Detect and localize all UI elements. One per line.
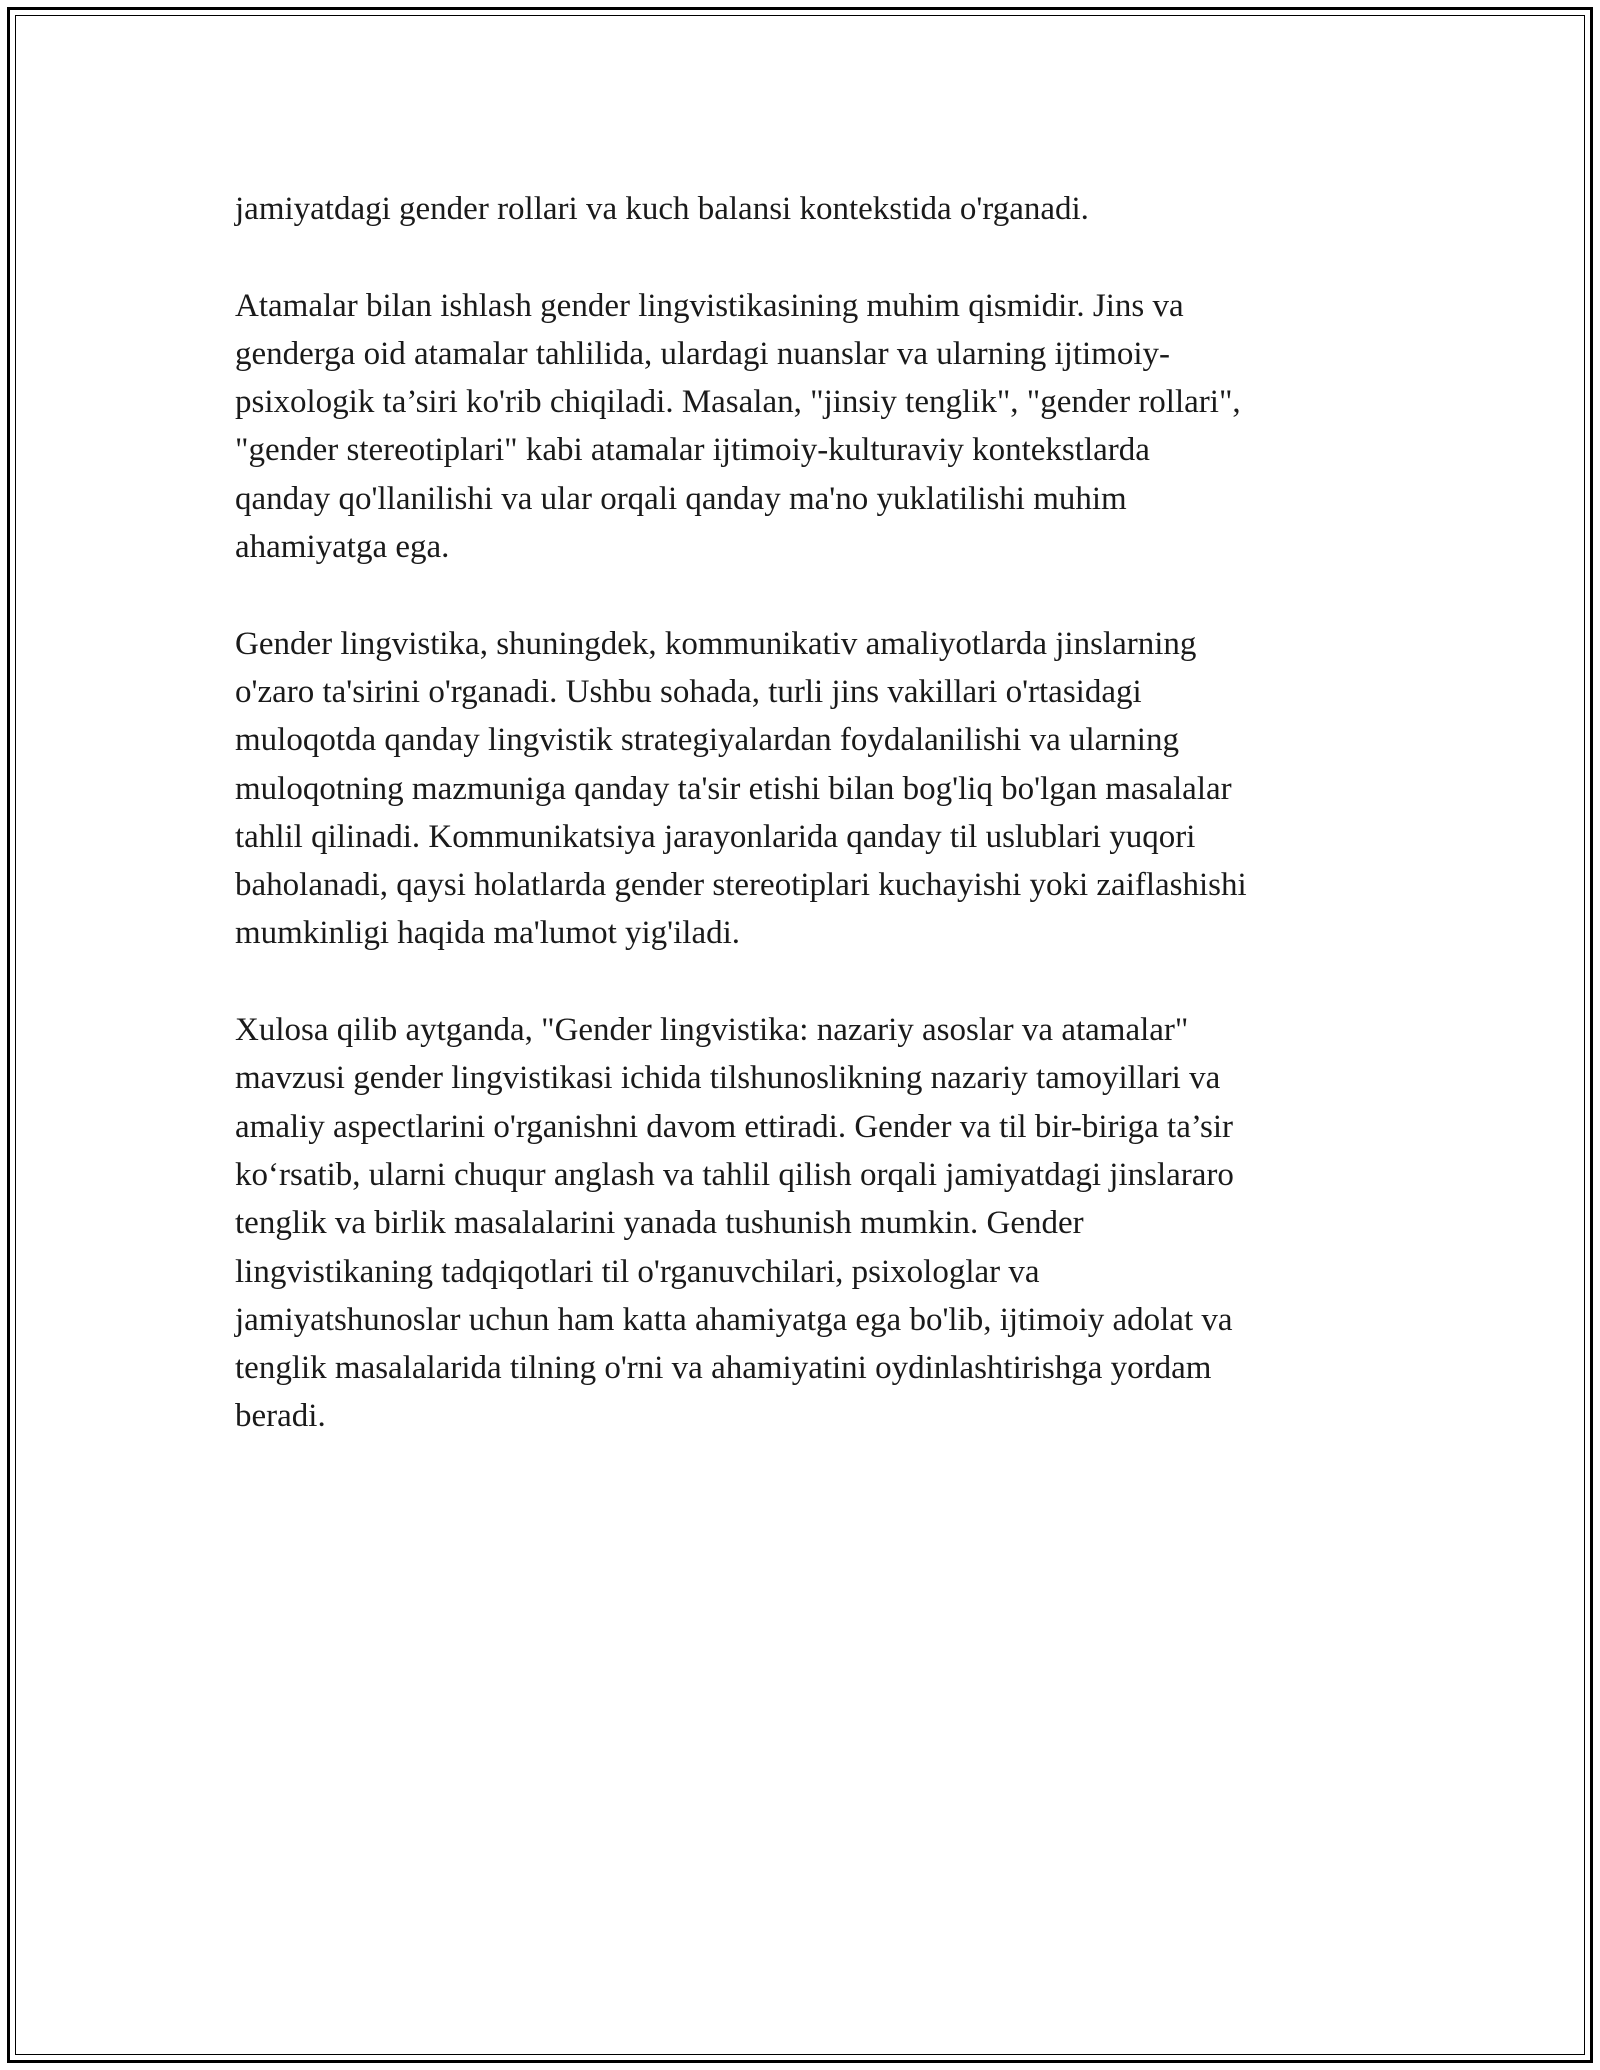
document-body [235,185,1375,1489]
paragraph-terminology: Atamalar bilan ishlash gender lingvistikasining muhim qismidir. Jins va genderga oid atamalar tahlilida, ulardagi nuanslar va ularning ijtimoiy- psixologik ta’siri ko'rib chiqiladi. Masalan, "jinsiy tenglik", "gender rollari", "gender stereotiplari" kabi atamalar ijtimoiy-kulturaviy kontekstlarda qanday qo'llanilishi va ular orqali qanday ma'no yuklatilishi muhim ahamiyatga ega. [235,287,1241,566]
paragraph-intro-continuation: jamiyatdagi gender rollari va kuch balansi kontekstida o'rganadi. [235,191,1089,227]
paragraph-conclusion: Xulosa qilib aytganda, "Gender lingvistika: nazariy asoslar va atamalar" mavzusi gender lingvistikasi ichida tilshunoslikning nazariy tamoyillari va amaliy aspectlarini o'rganishni davom ettiradi. Gender va til bir-biriga ta’sir ko‘rsatib, ularni chuqur anglash va tahlil qilish orqali jamiyatdagi jinslararo tenglik va birlik masalalarini yanada tushunish mumkin. Gender lingvistikaning tadqiqotlari til o'rganuvchilari, psixologlar va jamiyatshunoslar uchun ham katta ahamiyatga ega bo'lib, ijtimoiy adolat va tenglik masalalarida tilning o'rni va ahamiyatini oydinlashtirishga yordam beradi. [235,1012,1234,1435]
paragraph-communication: Gender lingvistika, shuningdek, kommunikativ amaliyotlarda jinslarning o'zaro ta'sirini o'rganadi. Ushbu sohada, turli jins vakillari o'rtasidagi muloqotda qanday lingvistik strategiyalardan foydalanilishi va ularning muloqotning mazmuniga qanday ta'sir etishi bilan bog'liq bo'lgan masalalar tahlil qilinadi. Kommunikatsiya jarayonlarida qanday til uslublari yuqori baholanadi, qaysi holatlarda gender stereotiplari kuchayishi yoki zaiflashishi mumkinligi haqida ma'lumot yig'iladi. [235,625,1247,952]
